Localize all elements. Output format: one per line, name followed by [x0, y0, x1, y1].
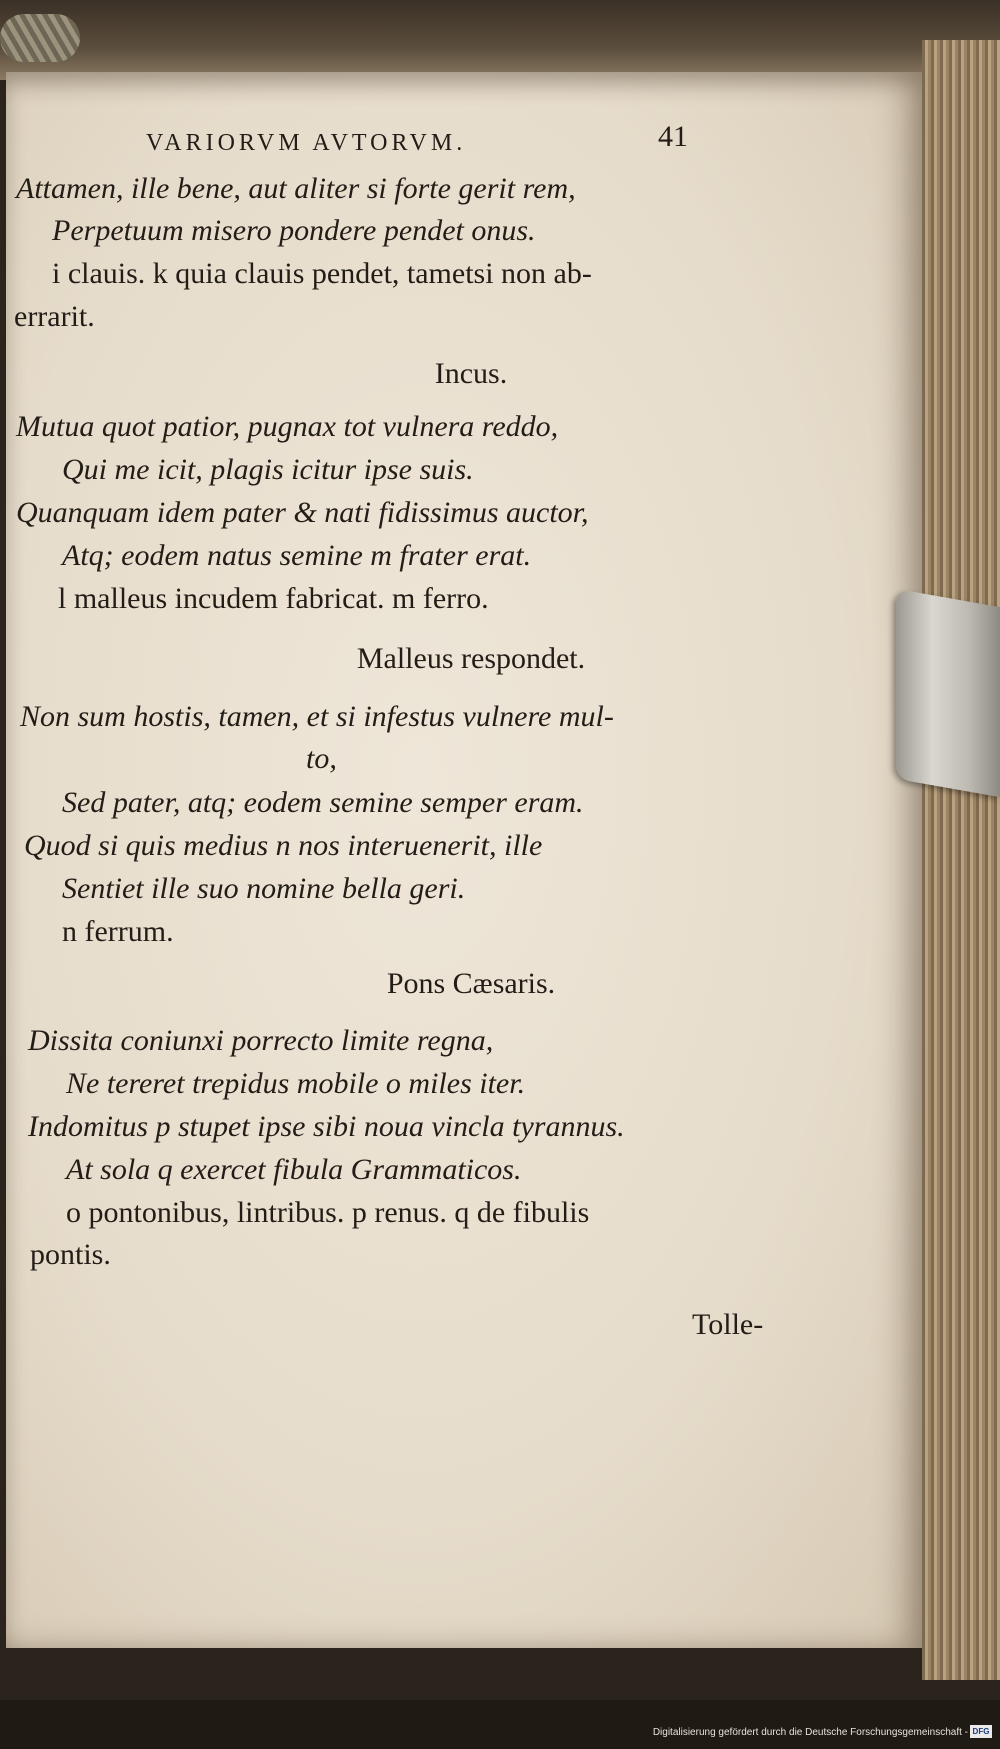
text-line: errarit. — [14, 300, 95, 333]
text-line: Mutua quot patior, pugnax tot vulnera reddo, — [16, 410, 559, 443]
text-line: Perpetuum misero pondere pendet onus. — [52, 214, 536, 247]
text-line: l malleus incudem fabricat. m ferro. — [58, 582, 489, 615]
section-heading: Incus. — [434, 357, 508, 390]
text-line: Non sum hostis, tamen, et si infestus vulnere mul- — [20, 700, 614, 733]
funding-credit: Digitalisierung gefördert durch die Deutsche Forschungsgemeinschaft - — [652, 1727, 968, 1738]
book-page — [6, 72, 922, 1648]
book-top-edge — [0, 0, 1000, 80]
dfg-logo: DFG — [970, 1725, 992, 1738]
page-edges — [922, 40, 1000, 1680]
text-line: pontis. — [30, 1238, 111, 1271]
catchword: Tolle- — [692, 1308, 764, 1341]
text-line: o pontonibus, lintribus. p renus. q de fibulis — [66, 1196, 590, 1229]
text-line: to, — [306, 742, 337, 775]
text-line: Dissita coniunxi porrecto limite regna, — [28, 1024, 494, 1057]
text-line: Quod si quis medius n nos interuenerit, ille — [24, 829, 543, 862]
text-line: Quanquam idem pater & nati fidissimus auctor, — [16, 496, 589, 529]
footer-bar — [0, 1700, 1000, 1749]
text-line: i clauis. k quia clauis pendet, tametsi non ab- — [52, 257, 592, 290]
running-title: VARIORVM AVTORVM. — [146, 130, 467, 156]
text-line: Attamen, ille bene, aut aliter si forte gerit rem, — [16, 172, 576, 205]
text-line: At sola q exercet fibula Grammaticos. — [66, 1153, 522, 1186]
text-line: Indomitus p stupet ipse sibi noua vincla tyrannus. — [28, 1110, 625, 1143]
text-line: Sentiet ille suo nomine bella geri. — [62, 872, 466, 905]
page-number: 41 — [658, 120, 688, 153]
binding-cord — [0, 14, 80, 62]
text-line: n ferrum. — [62, 915, 174, 948]
text-line: Sed pater, atq; eodem semine semper eram. — [62, 786, 584, 819]
text-line: Qui me icit, plagis icitur ipse suis. — [62, 453, 474, 486]
text-line: Atq; eodem natus semine m frater erat. — [62, 539, 532, 572]
text-line: Ne tereret trepidus mobile o miles iter. — [66, 1067, 526, 1100]
page-clip — [896, 589, 1000, 797]
section-heading: Malleus respondet. — [356, 642, 586, 675]
section-heading: Pons Cæsaris. — [386, 967, 556, 1000]
